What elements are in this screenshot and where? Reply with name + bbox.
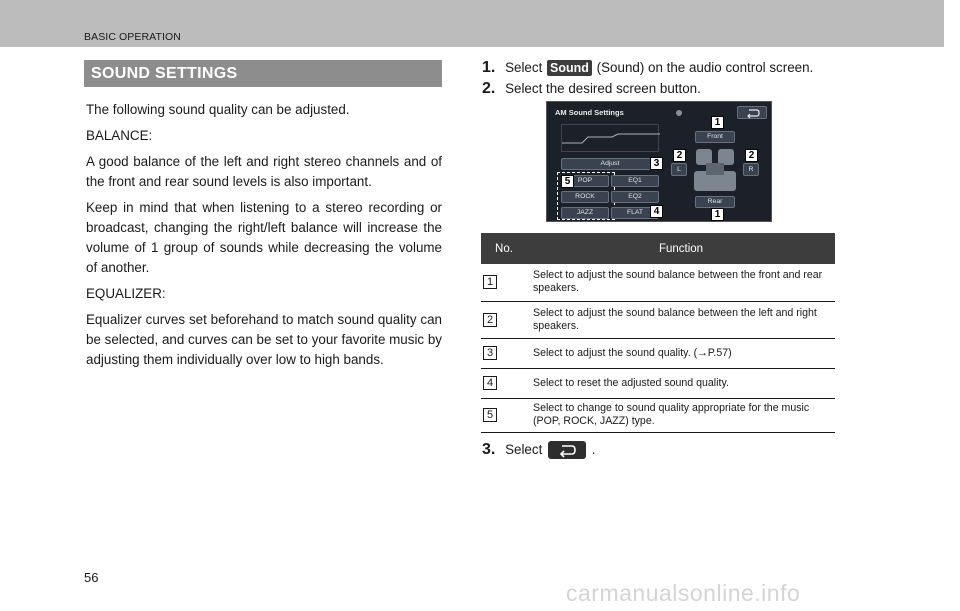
header-section-label: BASIC OPERATION: [84, 31, 181, 43]
eq-curve-panel: [561, 124, 659, 152]
step-1: [482, 59, 813, 77]
status-dot-icon: [676, 110, 682, 116]
intro-paragraph: The following sound quality can be adjusted.: [86, 102, 350, 117]
callout-4-flat: 4: [650, 205, 663, 218]
screen-rear-button: Rear: [695, 196, 735, 208]
row-function-text: Select to change to sound quality appropriate for the music (POP, ROCK, JAZZ) type.: [527, 398, 835, 432]
step-1-post: (Sound) on the audio control screen.: [596, 60, 814, 75]
row-number-box: 4: [483, 376, 497, 390]
row-number-box: 1: [483, 275, 497, 289]
back-icon: [738, 107, 768, 119]
screen-eq1-button: EQ1: [611, 175, 659, 187]
step-2: [482, 80, 701, 98]
screen-rock-button: ROCK: [561, 191, 609, 203]
column-header-function: Function: [527, 233, 835, 264]
row-number-box: 2: [483, 313, 497, 327]
step-3-pre: Select: [505, 442, 543, 457]
screen-title: AM Sound Settings: [555, 108, 624, 117]
callout-2-left: 2: [673, 149, 686, 162]
balance-label: BALANCE:: [86, 128, 153, 143]
balance-paragraph-1: A good balance of the left and right stereo channels and of the front and rear sound levels is also important.: [86, 154, 442, 189]
equalizer-paragraph: Equalizer curves set beforehand to match sound quality can be selected, and curves can be set to your favorite music by adjusting them individually over low to high bands.: [86, 312, 442, 367]
table-header-row: [481, 233, 835, 264]
screen-pop-button: POP: [561, 175, 609, 187]
step-3-post: .: [591, 442, 596, 457]
callout-3-adjust: 3: [650, 157, 663, 170]
screen-front-button: Front: [695, 131, 735, 143]
section-title-bar: [84, 60, 442, 87]
table-row: [481, 301, 835, 338]
screen-back-button: [737, 106, 767, 119]
screen-adjust-button: Adjust: [561, 158, 659, 170]
back-button-badge: [548, 441, 586, 459]
row-number-box: 3: [483, 346, 497, 360]
row-number-box: 5: [483, 408, 497, 422]
screen-left-button: L: [671, 163, 687, 176]
eq-curve: [562, 125, 660, 153]
screen-eq2-button: EQ2: [611, 191, 659, 203]
row-function-text: Select to adjust the sound quality. (→P.57): [527, 338, 835, 368]
step-2-number: 2.: [482, 80, 496, 97]
step-3: [482, 441, 596, 459]
sound-button-badge: Sound: [547, 60, 592, 76]
balance-paragraph-2: Keep in mind that when listening to a stereo recording or broadcast, changing the right/left balance will increase the volume of 1 group of sounds while decreasing the volume of another.: [86, 200, 442, 275]
step-1-number: 1.: [482, 59, 496, 76]
callout-1-front: 1: [711, 116, 724, 129]
table-row: [481, 368, 835, 398]
intro-text: [86, 100, 442, 376]
step-2-text: Select the desired screen button.: [505, 81, 701, 96]
screen-jazz-button: JAZZ: [561, 207, 609, 219]
table-row: [481, 264, 835, 301]
step-1-pre: Select: [505, 60, 543, 75]
row-function-text: Select to reset the adjusted sound quality.: [527, 368, 835, 398]
section-title: SOUND SETTINGS: [91, 65, 238, 82]
page-number: 56: [84, 570, 99, 585]
function-table: [481, 233, 835, 433]
table-row: [481, 338, 835, 368]
sound-settings-screen-image: [546, 101, 772, 222]
back-icon: [548, 441, 586, 459]
screen-flat-button: FLAT: [611, 207, 659, 219]
watermark: carmanualsonline.info: [566, 580, 801, 606]
column-header-no: No.: [481, 233, 527, 264]
callout-2-right: 2: [745, 149, 758, 162]
screen-right-button: R: [743, 163, 759, 176]
callout-1-rear: 1: [711, 208, 724, 221]
equalizer-label: EQUALIZER:: [86, 286, 166, 301]
car-seats-icon: [690, 145, 740, 195]
row-function-text: Select to adjust the sound balance between the front and rear speakers.: [527, 264, 835, 301]
table-row: [481, 398, 835, 432]
row-function-text: Select to adjust the sound balance between the left and right speakers.: [527, 301, 835, 338]
callout-5-presets: 5: [561, 175, 574, 188]
step-3-number: 3.: [482, 441, 496, 458]
